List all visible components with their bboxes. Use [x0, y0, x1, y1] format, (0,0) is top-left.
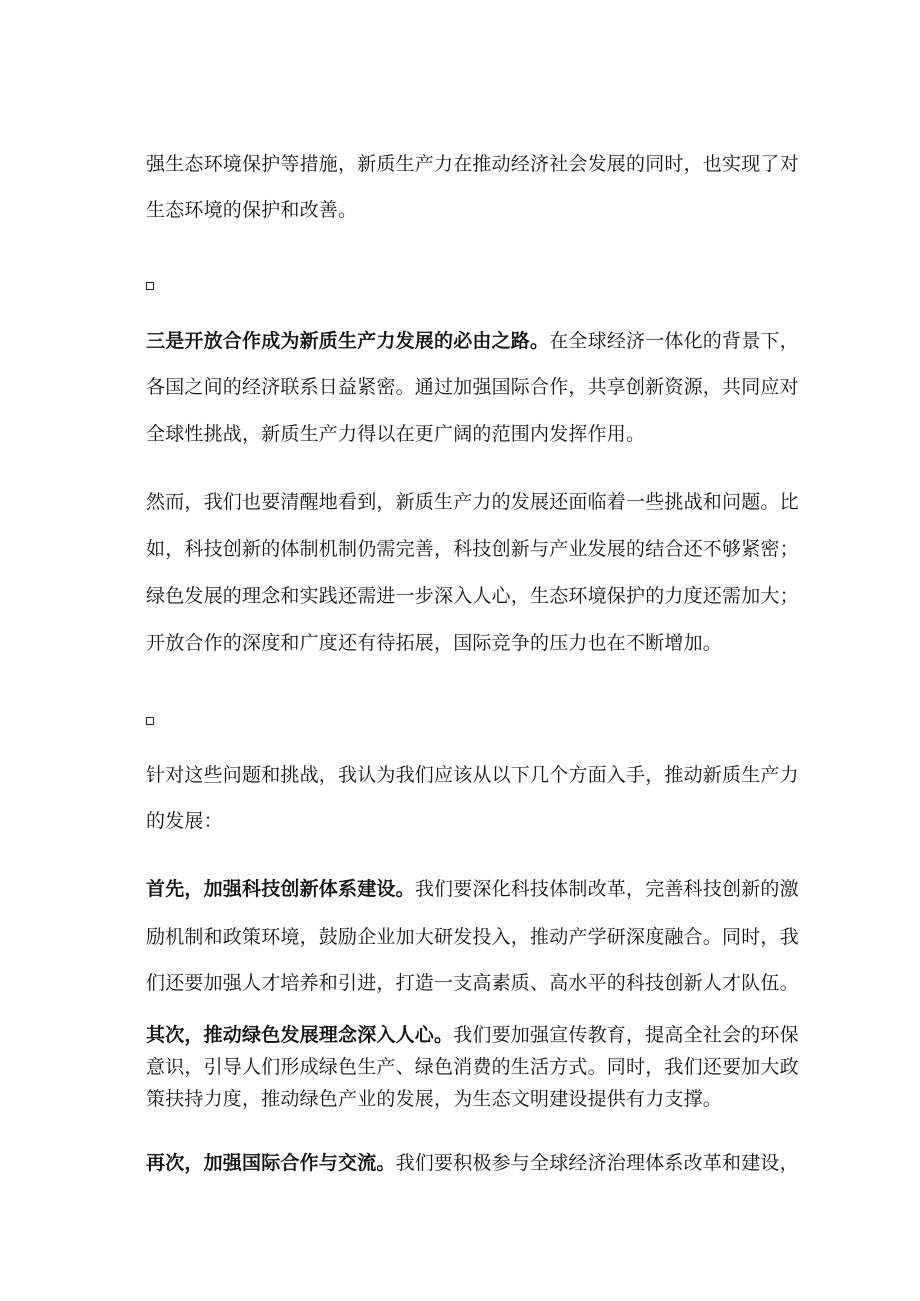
paragraph-2-lead: 三是开放合作成为新质生产力发展的必由之路。 [146, 330, 550, 352]
box-mark-1 [146, 282, 154, 290]
paragraph-3-line-4: 开放合作的深度和广度还有待拓展，国际竞争的压力也在不断增加。 [146, 632, 723, 654]
paragraph-2-line-1-rest: 在全球经济一体化的背景下， [549, 330, 799, 352]
paragraph-7-lead: 再次，加强国际合作与交流。 [146, 1152, 396, 1174]
paragraph-3-line-3: 绿色发展的理念和实践还需进一步深入人心，生态环境保护的力度还需加大； [146, 585, 799, 607]
paragraph-6-line-1 [146, 1022, 799, 1048]
paragraph-3-line-1: 然而，我们也要清醒地看到，新质生产力的发展还面临着一些挑战和问题。比 [146, 491, 799, 513]
paragraph-2-line-3: 全球性挑战，新质生产力得以在更广阔的范围内发挥作用。 [146, 423, 646, 445]
paragraph-5-line-1-rest: 我们要深化科技体制改革，完善科技创新的激 [414, 878, 799, 900]
paragraph-4-line-1: 针对这些问题和挑战，我认为我们应该从以下几个方面入手，推动新质生产力 [146, 764, 799, 786]
paragraph-3-line-2: 如，科技创新的体制机制仍需完善，科技创新与产业发展的结合还不够紧密； [146, 538, 799, 560]
paragraph-6-line-3: 策扶持力度，推动绿色产业的发展，为生态文明建设提供有力支撑。 [146, 1088, 723, 1110]
paragraph-5-lead: 首先，加强科技创新体系建设。 [146, 878, 415, 900]
paragraph-6-lead: 其次，推动绿色发展理念深入人心。 [146, 1024, 454, 1046]
paragraph-1-line-1: 强生态环境保护等措施，新质生产力在推动经济社会发展的同时，也实现了对 [146, 153, 799, 175]
paragraph-6-line-1-rest: 我们要加强宣传教育，提高全社会的环保 [453, 1024, 799, 1046]
paragraph-7-line-1 [146, 1150, 799, 1176]
paragraph-4-line-2: 的发展： [146, 810, 223, 832]
paragraph-2-line-1 [146, 328, 799, 354]
paragraph-5-line-2: 励机制和政策环境，鼓励企业加大研发投入，推动产学研深度融合。同时，我 [146, 926, 799, 948]
paragraph-1-line-2: 生态环境的保护和改善。 [146, 199, 358, 221]
paragraph-2-line-2: 各国之间的经济联系日益紧密。通过加强国际合作，共享创新资源，共同应对 [146, 376, 799, 398]
paragraph-6-line-2: 意识，引导人们形成绿色生产、绿色消费的生活方式。同时，我们还要加大政 [146, 1056, 799, 1078]
paragraph-5-line-3: 们还要加强人才培养和引进，打造一支高素质、高水平的科技创新人才队伍。 [146, 972, 799, 994]
paragraph-7-line-1-rest: 我们要积极参与全球经济治理体系改革和建设， [395, 1152, 799, 1174]
paragraph-5-line-1 [146, 876, 799, 902]
box-mark-2 [146, 717, 154, 725]
